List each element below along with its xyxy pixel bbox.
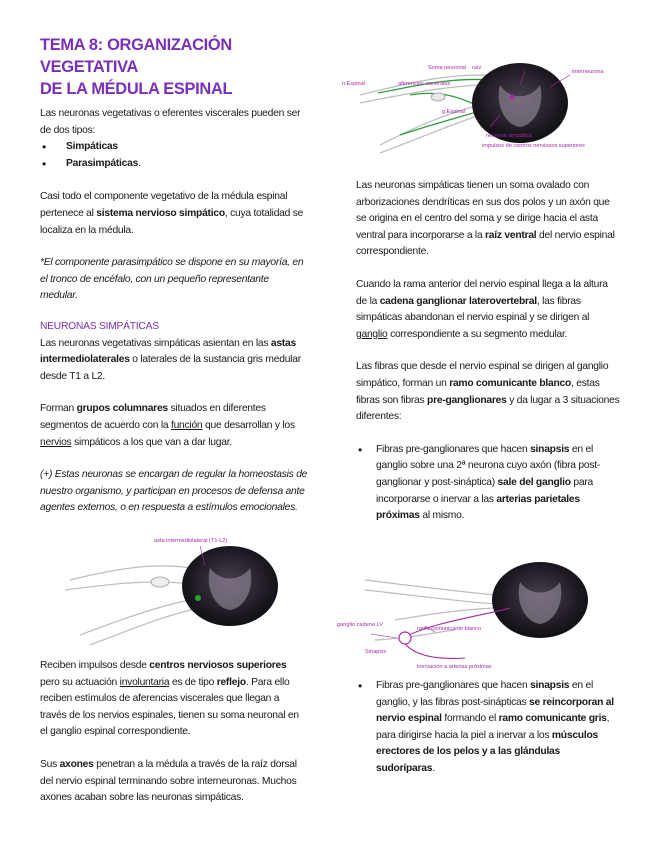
paragraph-soma: Las neuronas simpáticas tienen un soma ovalado con arborizaciones dendríticas en sus dos polos y un axón que se origina en el centro del soma y se dirige hacia el asta ventral para incorporarse a la raíz ventral del nervio espinal correspondiente. <box>356 180 615 258</box>
nerve-outline <box>65 566 200 645</box>
spinal-cord-diagram-2 <box>50 530 310 650</box>
paragraph-impulsos: Reciben impulsos desde centros nerviosos superiores pero su actuación involuntaria es de tipo reflejo. Para ello reciben estímulos de aferencias viscerales que llegan a través de los nervios espinales, tienen su soma neuronal en el ganglio espinal correspondiente. <box>40 660 299 738</box>
spinal-cord-diagram-1 <box>340 55 630 165</box>
paragraph-rama: Cuando la rama anterior del nervio espinal llega a la altura de la cadena ganglionar laterovertebral, las fibras simpáticas abandonan el nervio espinal y se dirigen al ganglio correspondiente a su segmento medular. <box>356 278 608 340</box>
paragraph-grupos: Forman grupos columnares situados en diferentes segmentos de acuerdo con la función que desarrollan y los nervios simpáticos a los que van a dar lugar. <box>40 403 295 448</box>
label-inervacion: inervación a arterias próximas <box>417 664 492 670</box>
neuron-types-list <box>40 139 308 172</box>
postganglionic-fiber <box>405 644 465 658</box>
label-impulsos: impulsos de centros nerviosos superiores <box>482 143 585 149</box>
intro-text: Las neuronas vegetativas o eferentes viscerales pueden ser de dos tipos: <box>40 108 301 136</box>
neuron-soma-marker <box>510 95 515 100</box>
label-ganglio: ganglio cadena LV <box>337 622 383 628</box>
page-title <box>40 34 308 100</box>
situations-list <box>356 442 621 525</box>
note-parasympathetic: *El componente parasimpático se dispone en su mayoría, en el tronco de encéfalo, con un pequeño representante medular. <box>40 257 304 302</box>
section-heading: NEURONAS SIMPÁTICAS <box>40 320 159 332</box>
label-aferencias: aferencias viscerales <box>398 81 451 87</box>
label-soma: Soma neuronal <box>428 65 466 71</box>
label-n-espinal: n.Espinal <box>342 81 366 87</box>
right-column <box>356 178 621 525</box>
right-column-bottom <box>356 678 621 778</box>
note-homeostasis: (+) Estas neuronas se encargan de regular la homeostasis de nuestro organismo, y participan en procesos de defensa ante agentes externos, o en respuesta a estímulos emocionales. <box>40 469 308 514</box>
ganglion <box>151 577 169 587</box>
label-ramo-blanco: ramo comunicante blanco <box>417 626 482 632</box>
sympathetic-ganglion <box>399 632 411 644</box>
title-line-2: DE LA MÉDULA ESPINAL <box>40 80 233 98</box>
left-column-bottom <box>40 658 308 823</box>
spinal-cord-diagram-3 <box>335 560 625 672</box>
paragraph-astas: Las neuronas vegetativas simpáticas asientan en las astas intermediolaterales o laterales de la sustancia gris medular desde T1 a L2. <box>40 337 301 382</box>
paragraph-simpatico: Casi todo el componente vegetativo de la médula espinal pertenece al sistema nervioso simpático, cuya totalidad se localiza en la médula. <box>40 191 304 236</box>
dorsal-root-ganglion <box>431 93 445 101</box>
list-item: • Fibras pre-ganglionares que hacen sinapsis en el ganglio, y las fibras post-sinápticas se reincorporan al nervio espinal formando el ramo comunicante gris, para dirigirse hacia la piel a inervar a los músculos erectores de los pelos y a las glándulas sudoríparas. <box>356 678 621 778</box>
label-asta-intermediolateral: asta intermediolateral (T1-L2) <box>154 538 228 544</box>
label-neurona-simpatica: neurona simpática <box>486 133 532 139</box>
lateral-horn-marker <box>195 595 201 601</box>
list-item: • Fibras pre-ganglionares que hacen sinapsis en el ganglio sobre una 2ª neurona cuyo axón (fibra post-ganglionar y post-sináptica) sale del ganglio para incorporarse o inervar a las arterias parietales próximas al mismo. <box>356 442 621 525</box>
label-sinapsis: Sinapsis <box>365 649 387 655</box>
left-column <box>40 34 308 533</box>
label-g-espinal: g.Espinal <box>442 109 466 115</box>
situations-list-2 <box>356 678 621 778</box>
title-line-1: TEMA 8: ORGANIZACIÓN VEGETATIVA <box>40 36 232 76</box>
list-item: • Parasimpáticas. <box>40 156 308 173</box>
list-item: • Simpáticas <box>40 139 308 156</box>
paragraph-fibras: Las fibras que desde el nervio espinal se dirigen al ganglio simpático, forman un ramo comunicante blanco, estas fibras son fibras pre-ganglionares y da lugar a 3 situaciones diferentes: <box>356 361 620 423</box>
label-raiz: raíz <box>472 65 482 71</box>
paragraph-axones: Sus axones penetran a la médula a través de la raíz dorsal del nervio espinal terminando sobre interneuronas. Muchos axones acaban sobre las neuronas simpáticas. <box>40 758 297 804</box>
label-interneurona: interneurona <box>572 69 604 75</box>
